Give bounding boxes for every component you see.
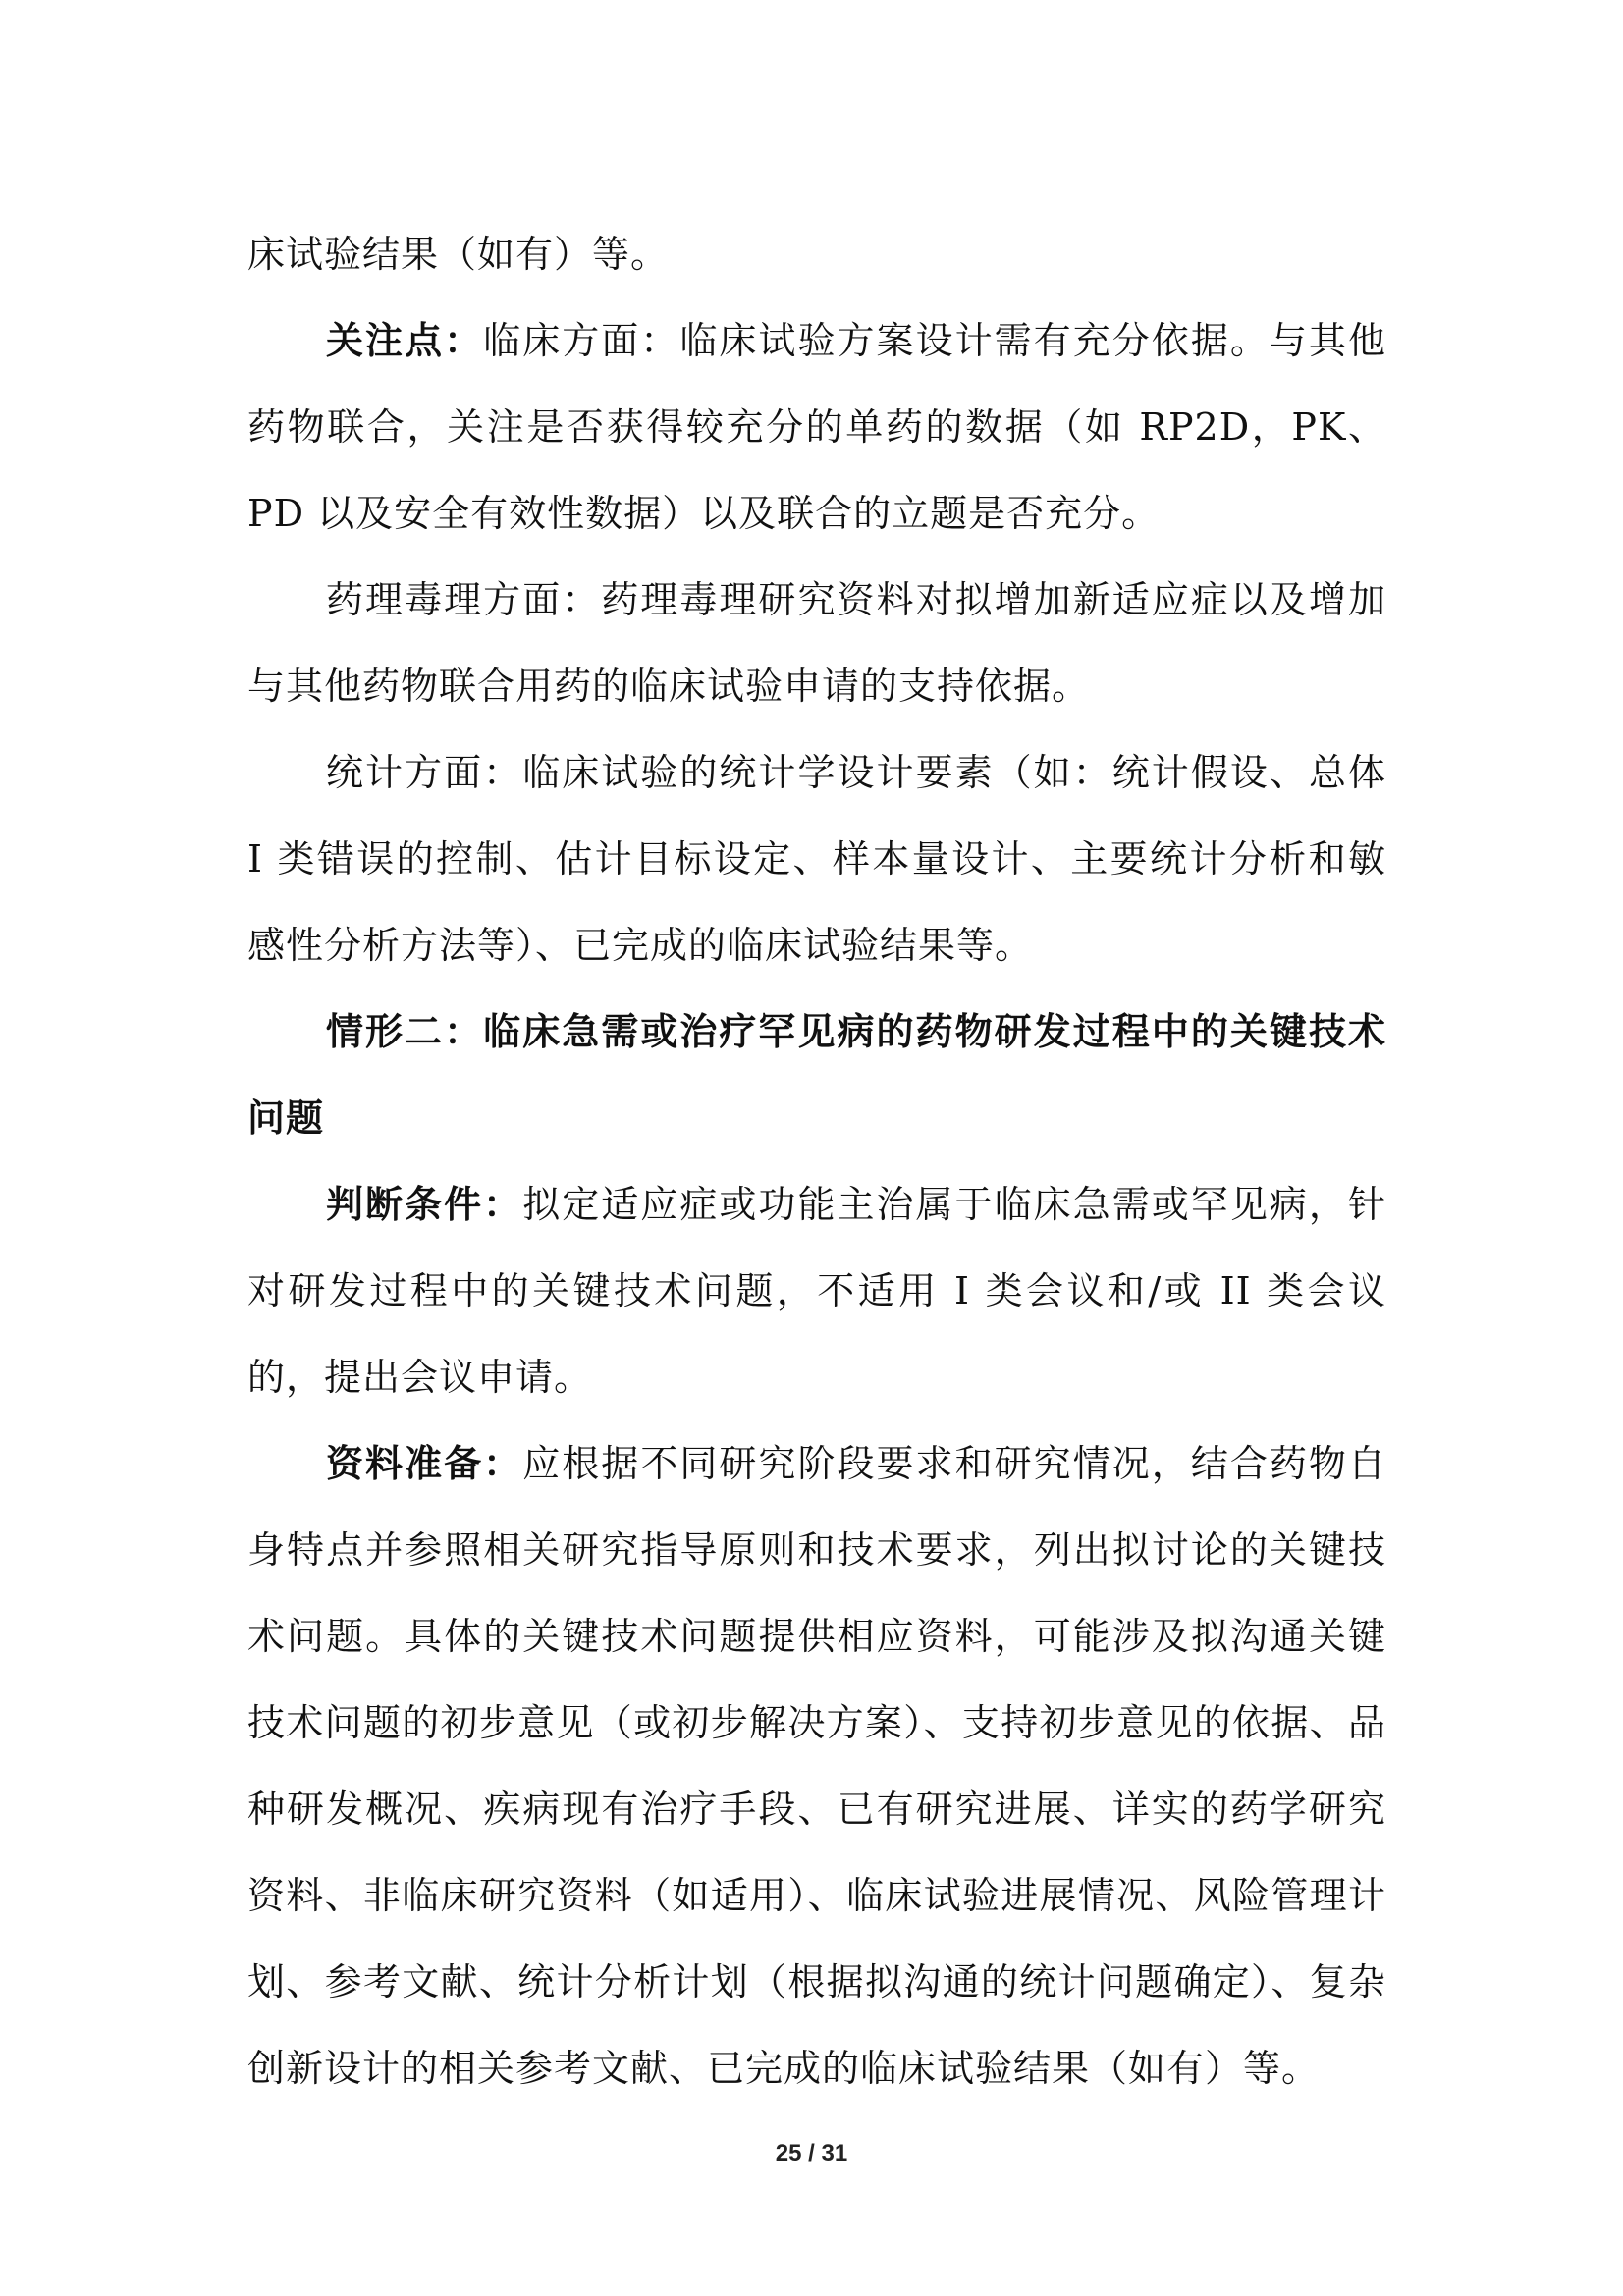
paragraph-materials [247, 1420, 1386, 2111]
section-heading [247, 988, 1386, 1161]
paragraph-text: 临床方面：临床试验方案设计需有充分依据。与其他药物联合，关注是否获得较充分的单药的数据（如 RP2D，PK、PD 以及安全有效性数据）以及联合的立题是否充分。 [247, 319, 1386, 535]
paragraph-text: 拟定适应症或功能主治属于临床急需或罕见病，针对研发过程中的关键技术问题，不适用 I 类会议和/或 II 类会议的，提出会议申请。 [247, 1183, 1386, 1399]
paragraph-text: 统计方面：临床试验的统计学设计要素（如：统计假设、总体 I 类错误的控制、估计目标设定、样本量设计、主要统计分析和敏感性分析方法等）、已完成的临床试验结果等。 [247, 751, 1386, 967]
page-number: 25 / 31 [775, 2140, 848, 2166]
document-body [247, 211, 1386, 2111]
heading-text: 情形二：临床急需或治疗罕见病的药物研发过程中的关键技术问题 [247, 1009, 1386, 1140]
paragraph-text: 床试验结果（如有）等。 [247, 233, 670, 276]
paragraph-continuation [247, 211, 1386, 297]
paragraph-criteria [247, 1161, 1386, 1420]
paragraph-text: 药理毒理方面：药理毒理研究资料对拟增加新适应症以及增加与其他药物联合用药的临床试验申请的支持依据。 [247, 578, 1386, 708]
paragraph-focus-points [247, 297, 1386, 557]
paragraph-label: 资料准备： [326, 1441, 523, 1485]
paragraph-pharmacology [247, 557, 1386, 729]
paragraph-statistics [247, 729, 1386, 988]
paragraph-label: 判断条件： [326, 1182, 523, 1226]
paragraph-label: 关注点： [326, 318, 484, 362]
paragraph-text: 应根据不同研究阶段要求和研究情况，结合药物自身特点并参照相关研究指导原则和技术要求，列出拟讨论的关键技术问题。具体的关键技术问题提供相应资料，可能涉及拟沟通关键技术问题的初步意见（或初步解决方案）、支持初步意见的依据、品种研发概况、疾病现有治疗手段、已有研究进展、详实的药学研究资料、非临床研究资料（如适用）、临床试验进展情况、风险管理计划、参考文献、统计分析计划（根据拟沟通的统计问题确定）、复杂创新设计的相关参考文献、已完成的临床试验结果（如有）等。 [247, 1442, 1386, 2090]
